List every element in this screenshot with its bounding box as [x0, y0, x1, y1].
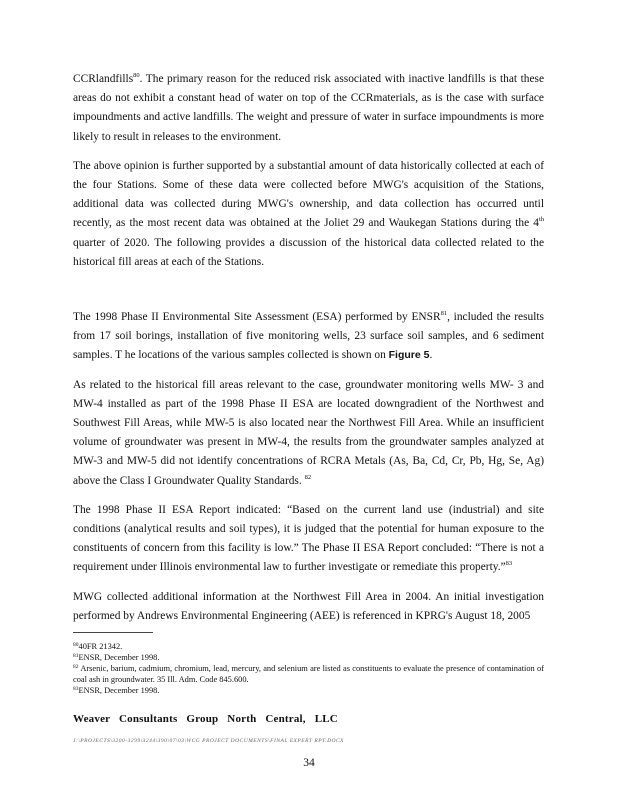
footnote-ref-83[interactable]: 83	[505, 560, 513, 568]
paragraph-3: The 1998 Phase II Environmental Site Assessment (ESA) performed by ENSR$^{81}$, included the results from 17 soil borings, installation of five monitoring wells, 23 surface soil samples, and 6 sediment samples. T he locations of the various samples collected is shown on Figure 5.	[73, 310, 544, 362]
paragraph-6: MWG collected additional information at the Northwest Fill Area in 2004. An initial investigation performed by Andrews Environmental Engineering (AEE) is referenced in KPRG's August 18, 2005	[73, 590, 544, 622]
paragraph-4: As related to the historical fill areas relevant to the case, groundwater monitoring wells MW- 3 and MW-4 installed as part of the 1998 Phase II ESA are located downgradient of the Northwest and Southwest Fill Areas, while MW-5 is also located near the Northwest Fill Area. While an insufficient volume of groundwater was present in MW-4, the results from the groundwater samples analyzed at MW-3 and MW-5 did not identify concentrations of RCRA Metals (As, Ba, Cd, Cr, Pb, Hg, Se, Ag) above the Class I Groundwater Quality Standards. $^{82}$	[73, 378, 544, 487]
footnote-80: $^{80}$40FR 21342.	[73, 642, 123, 651]
ordinal-suffix: th	[538, 216, 544, 224]
paragraph-1: CCRlandfills$^{80}$. The primary reason for the reduced risk associated with inactive landfills is that these areas do not exhibit a constant head of water on top of the CCRmaterials, as is the case with surface impoundments and active landfills. The weight and pressure of water in surface impoundments is more likely to result in releases to the environment.	[73, 72, 544, 143]
paragraph-2: The above opinion is further supported by a substantial amount of data historically collected at each of the four Stations. Some of these data were collected before MWG's acquisition of the Stations, additional data was collected during MWG's ownership, and data collection has occurred until recently, as the most recent data was obtained at the Joliet 29 and Waukegan Stations during the 4th quarter of 2020. The following provides a discussion of the historical data collected related to the historical fill areas at each of the Stations.	[73, 159, 544, 268]
footnote-ref-81[interactable]: 81	[440, 310, 448, 318]
footnote-81: $^{81}$ENSR, December 1998.	[73, 653, 160, 662]
footnote-separator	[73, 632, 153, 633]
file-path: J:\PROJECTS\3200-3299\3244\390\07\03\WCG PROJECT DOCUMENTS\FINAL EXPERT RPT.DOCX	[73, 738, 345, 744]
figure-reference[interactable]: Figure 5	[388, 349, 430, 362]
company-name: Weaver Consultants Group North Central, LLC	[73, 713, 338, 725]
footnote-ref-80[interactable]: 80	[133, 72, 140, 79]
body-text	[73, 70, 544, 636]
footnote-83: $^{83}$ENSR, December 1998.	[73, 686, 160, 695]
footnotes	[73, 641, 544, 696]
page-number: 34	[303, 757, 315, 769]
footnote-82: $^{82}$ Arsenic, barium, cadmium, chromium, lead, mercury, and selenium are listed as constituents to evaluate the presence of contamination of coal ash in groundwater. 35 Ill. Adm. Code 845.600.	[73, 664, 544, 684]
paragraph-5: The 1998 Phase II ESA Report indicated: “Based on the current land use (industrial) and site conditions (analytical results and soil types), it is judged that the potential for human exposure to the constituents of concern from this facility is low.” The Phase II ESA Report concluded: “There is not a requirement under Illinois environmental law to further investigate or remediate this property.”$^{83}$	[73, 503, 544, 574]
footnote-ref-82[interactable]: 82	[304, 473, 312, 481]
section-heading	[73, 282, 544, 298]
